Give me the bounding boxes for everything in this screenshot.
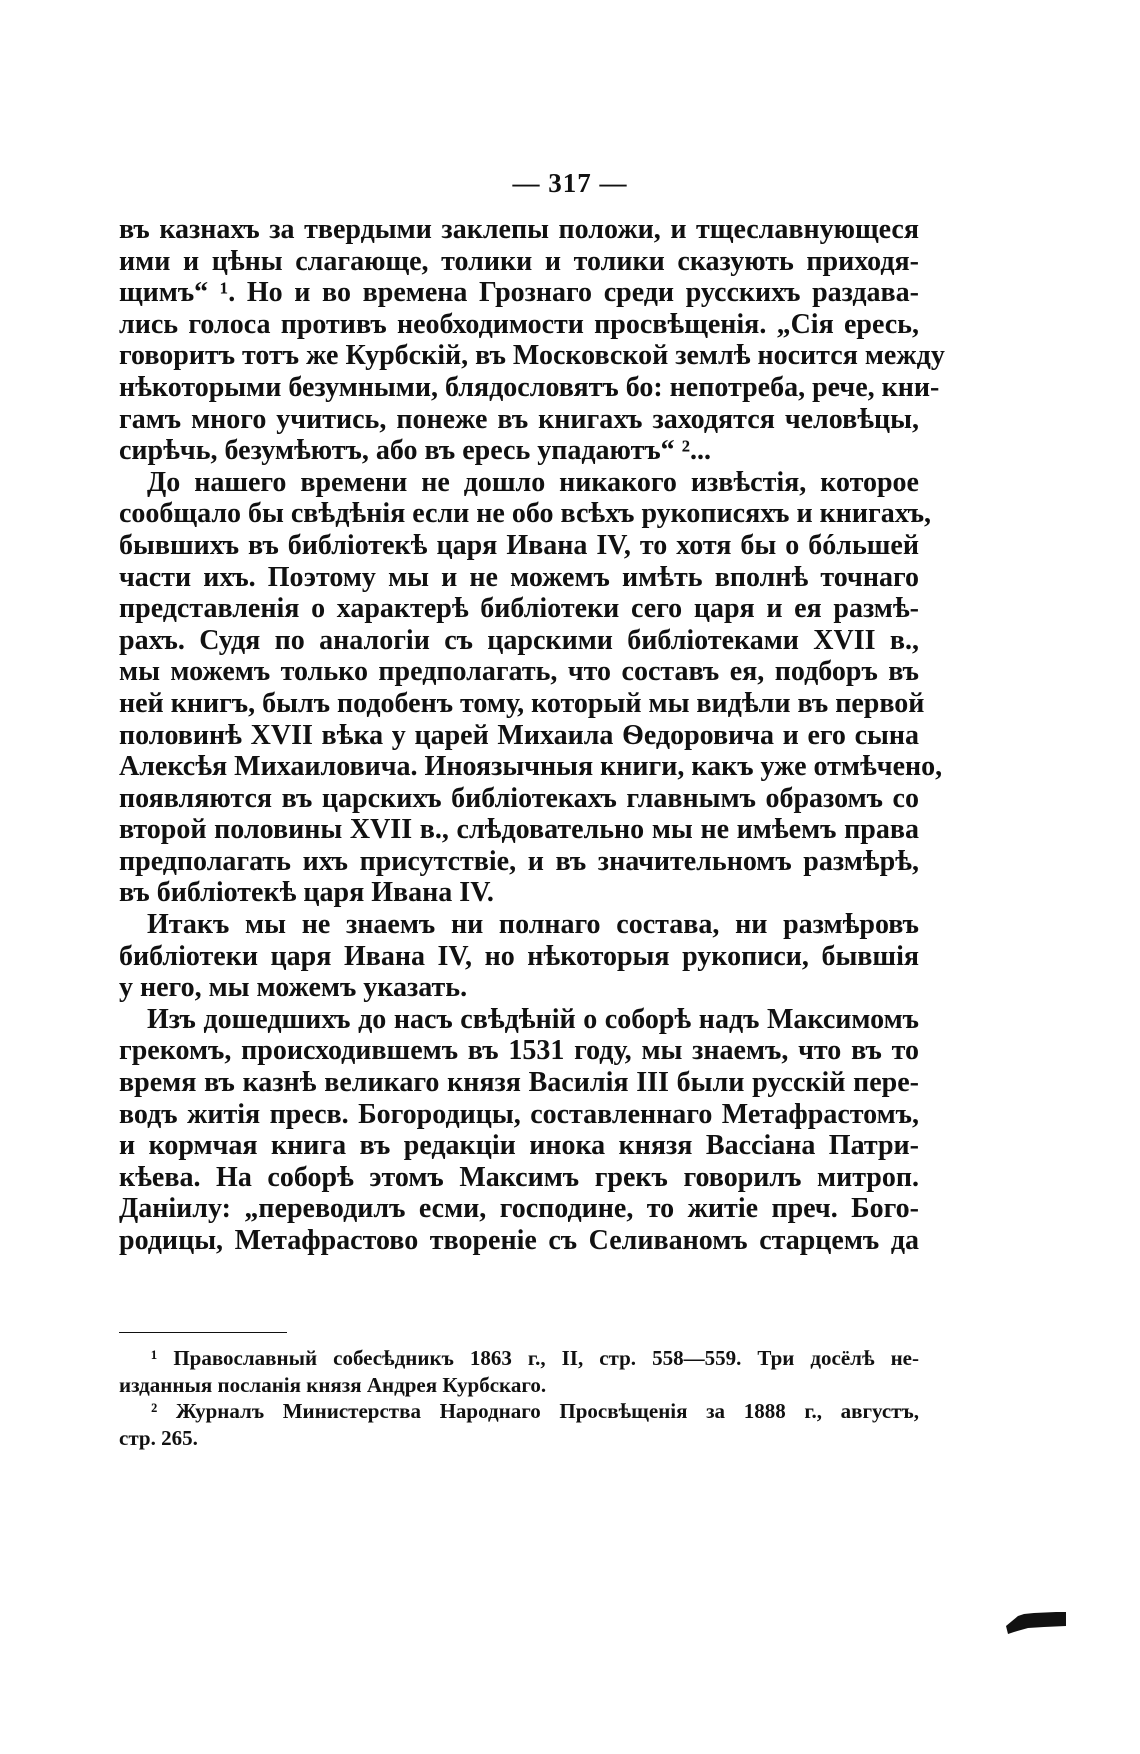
text-line: и кормчая книга въ редакціи инока князя Вассіана Патри- bbox=[119, 1130, 919, 1162]
text-line: Алексѣя Михаиловича. Иноязычныя книги, какъ уже отмѣчено, bbox=[119, 751, 943, 783]
text-line: гамъ много учитись, понеже въ книгахъ заходятся человѣцы, bbox=[119, 403, 919, 435]
text-line: въ казнахъ за твердыми заклепы положи, и тщеславнующеся bbox=[119, 214, 919, 245]
text-line: части ихъ. Поэтому мы и не можемъ имѣть вполнѣ точнаго bbox=[119, 561, 919, 593]
footnote-line: изданныя посланія князя Андрея Курбскаго. bbox=[119, 1372, 547, 1397]
text-line: бывшихъ въ библіотекѣ царя Ивана IV, то хотя бы о бóльшей bbox=[119, 529, 919, 561]
text-line: лись голоса противъ необходимости просвѣщенія. „Сія ересь, bbox=[119, 308, 919, 340]
text-line: говоритъ тотъ же Курбскій, въ Московской землѣ носится между bbox=[119, 340, 945, 372]
text-line: время въ казнѣ великаго князя Василія III были русскій пере- bbox=[119, 1067, 919, 1099]
text-line: Даніилу: „переводилъ есми, господине, то житіе преч. Бого- bbox=[119, 1193, 919, 1225]
scan-ink-mark bbox=[1004, 1604, 1068, 1636]
text-line: кѣева. На соборѣ этомъ Максимъ грекъ говорилъ митроп. bbox=[119, 1161, 919, 1193]
text-line: сообщало бы свѣдѣнія если не обо всѣхъ рукописяхъ и книгахъ, bbox=[119, 498, 932, 530]
text-line: Итакъ мы не знаемъ ни полнаго состава, ни размѣровъ bbox=[147, 909, 919, 941]
text-line: До нашего времени не дошло никакого извѣстія, которое bbox=[147, 466, 919, 498]
text-line: второй половины XVII в., слѣдовательно мы не имѣемъ права bbox=[119, 814, 919, 846]
footnote-line: ¹ Православный собесѣдникъ 1863 г., II, стр. 558—559. Три досёлѣ не- bbox=[151, 1346, 919, 1370]
text-line: ими и цѣны слагающе, толики и толики сказують приходя- bbox=[119, 245, 919, 277]
footnotes bbox=[119, 1345, 919, 1451]
footnote-line: стр. 265. bbox=[119, 1425, 198, 1450]
text-line: сирѣчь, безумѣютъ, або въ ересь упадаютъ“ ²... bbox=[119, 435, 712, 467]
text-line: грекомъ, происходившемъ въ 1531 году, мы знаемъ, что въ то bbox=[119, 1035, 919, 1067]
page-number: — 317 — bbox=[512, 168, 628, 198]
text-line: ней книгъ, былъ подобенъ тому, который мы видѣли въ первой bbox=[119, 687, 925, 719]
text-line: нѣкоторыми безумными, блядословятъ бо: непотреба, рече, кни- bbox=[119, 371, 940, 403]
text-line: Изъ дошедшихъ до насъ свѣдѣній о соборѣ надъ Максимомъ bbox=[147, 1003, 919, 1035]
text-line: водъ житія пресв. Богородицы, составленнаго Метафрастомъ, bbox=[119, 1098, 919, 1130]
text-line: родицы, Метафрастово твореніе съ Селиваномъ старцемъ да bbox=[119, 1225, 919, 1256]
text-line: появляются въ царскихъ библіотекахъ главнымъ образомъ со bbox=[119, 782, 919, 814]
text-line: представленія о характерѣ библіотеки сего царя и ея размѣ- bbox=[119, 593, 919, 625]
text-line: предполагать ихъ присутствіе, и въ значительномъ размѣрѣ, bbox=[119, 845, 919, 877]
text-line: щимъ“ ¹. Но и во времена Грознаго среди русскихъ раздава- bbox=[119, 277, 919, 309]
text-line: въ библіотекѣ царя Ивана IV. bbox=[119, 877, 494, 909]
text-line: рахъ. Судя по аналогіи съ царскими библіотеками XVII в., bbox=[119, 624, 919, 656]
footnote-line: ² Журналъ Министерства Народнаго Просвѣщенія за 1888 г., августъ, bbox=[151, 1399, 919, 1423]
text-line: у него, мы можемъ указать. bbox=[119, 972, 468, 1004]
text-line: мы можемъ только предполагать, что составъ ея, подборъ въ bbox=[119, 656, 919, 688]
text-line: половинѣ XVII вѣка у царей Михаила Ѳедоровича и его сына bbox=[119, 719, 919, 751]
text-line: библіотеки царя Ивана IV, но нѣкоторыя рукописи, бывшія bbox=[119, 940, 919, 972]
footnote-divider bbox=[119, 1332, 287, 1333]
body-text bbox=[119, 214, 945, 1257]
